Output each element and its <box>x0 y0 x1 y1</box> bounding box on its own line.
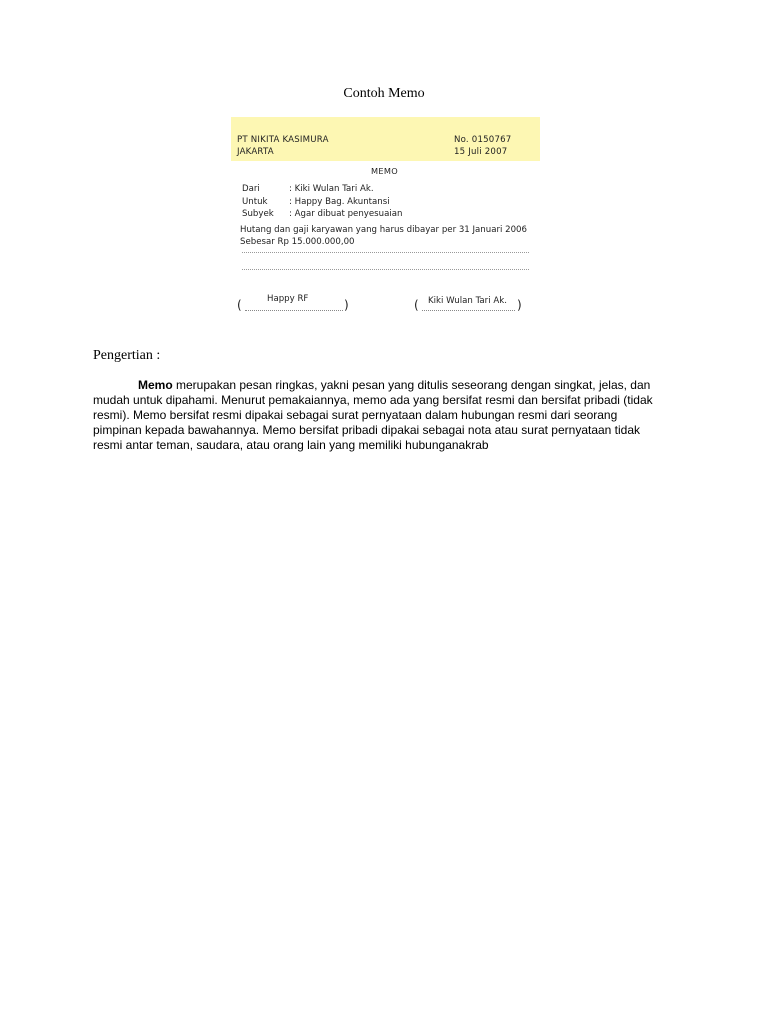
paren-close: ) <box>517 298 522 312</box>
section-heading: Pengertian : <box>93 348 161 363</box>
memo-field-label: Subyek <box>242 209 274 219</box>
document-title: Contoh Memo <box>343 86 425 101</box>
paragraph-line: resmi). Memo bersifat resmi dipakai sebagai surat pernyataan dalam hubungan resmi dari seorang <box>93 408 618 422</box>
memo-dotted-line <box>242 252 529 253</box>
paren-open: ( <box>414 298 419 312</box>
memo-field-value: : Kiki Wulan Tari Ak. <box>289 184 374 194</box>
memo-heading: MEMO <box>371 166 398 176</box>
memo-date: 15 Juli 2007 <box>454 147 508 157</box>
memo-company: PT NIKITA KASIMURA <box>237 135 329 145</box>
memo-field-value: : Agar dibuat penyesuaian <box>289 209 403 219</box>
memo-example-figure <box>231 117 541 327</box>
signature-dotted-line <box>245 310 343 311</box>
memo-body-line: Hutang dan gaji karyawan yang harus dibayar per 31 Januari 2006 <box>240 225 527 235</box>
memo-field-label: Untuk <box>242 197 268 207</box>
paragraph-line: resmi antar teman, saudara, atau orang lain yang memiliki hubunganakrab <box>93 438 489 452</box>
paren-close: ) <box>344 298 349 312</box>
memo-number: No. 0150767 <box>454 135 512 145</box>
paren-open: ( <box>237 298 242 312</box>
signature-dotted-line <box>422 310 515 311</box>
paragraph-text: merupakan pesan ringkas, yakni pesan yang ditulis seseorang dengan singkat, jelas, dan <box>172 378 651 392</box>
memo-signature-right: Kiki Wulan Tari Ak. <box>428 296 507 306</box>
memo-field-label: Dari <box>242 184 260 194</box>
definition-paragraph <box>93 378 683 453</box>
term-memo: Memo <box>138 378 173 392</box>
paragraph-line: pimpinan kepada bawahannya. Memo bersifat pribadi dipakai sebagai nota atau surat pernyataan tidak <box>93 423 641 437</box>
paragraph-line: mudah untuk dipahami. Menurut pemakaiannya, memo ada yang bersifat resmi dan bersifat pribadi (tidak <box>93 393 653 407</box>
memo-dotted-line <box>242 269 529 270</box>
paragraph-line <box>93 378 683 393</box>
memo-header-band <box>231 117 540 161</box>
memo-city: JAKARTA <box>237 147 274 157</box>
memo-signature-left: Happy RF <box>267 294 309 304</box>
memo-field-value: : Happy Bag. Akuntansi <box>289 197 390 207</box>
memo-body-line: Sebesar Rp 15.000.000,00 <box>240 237 355 247</box>
